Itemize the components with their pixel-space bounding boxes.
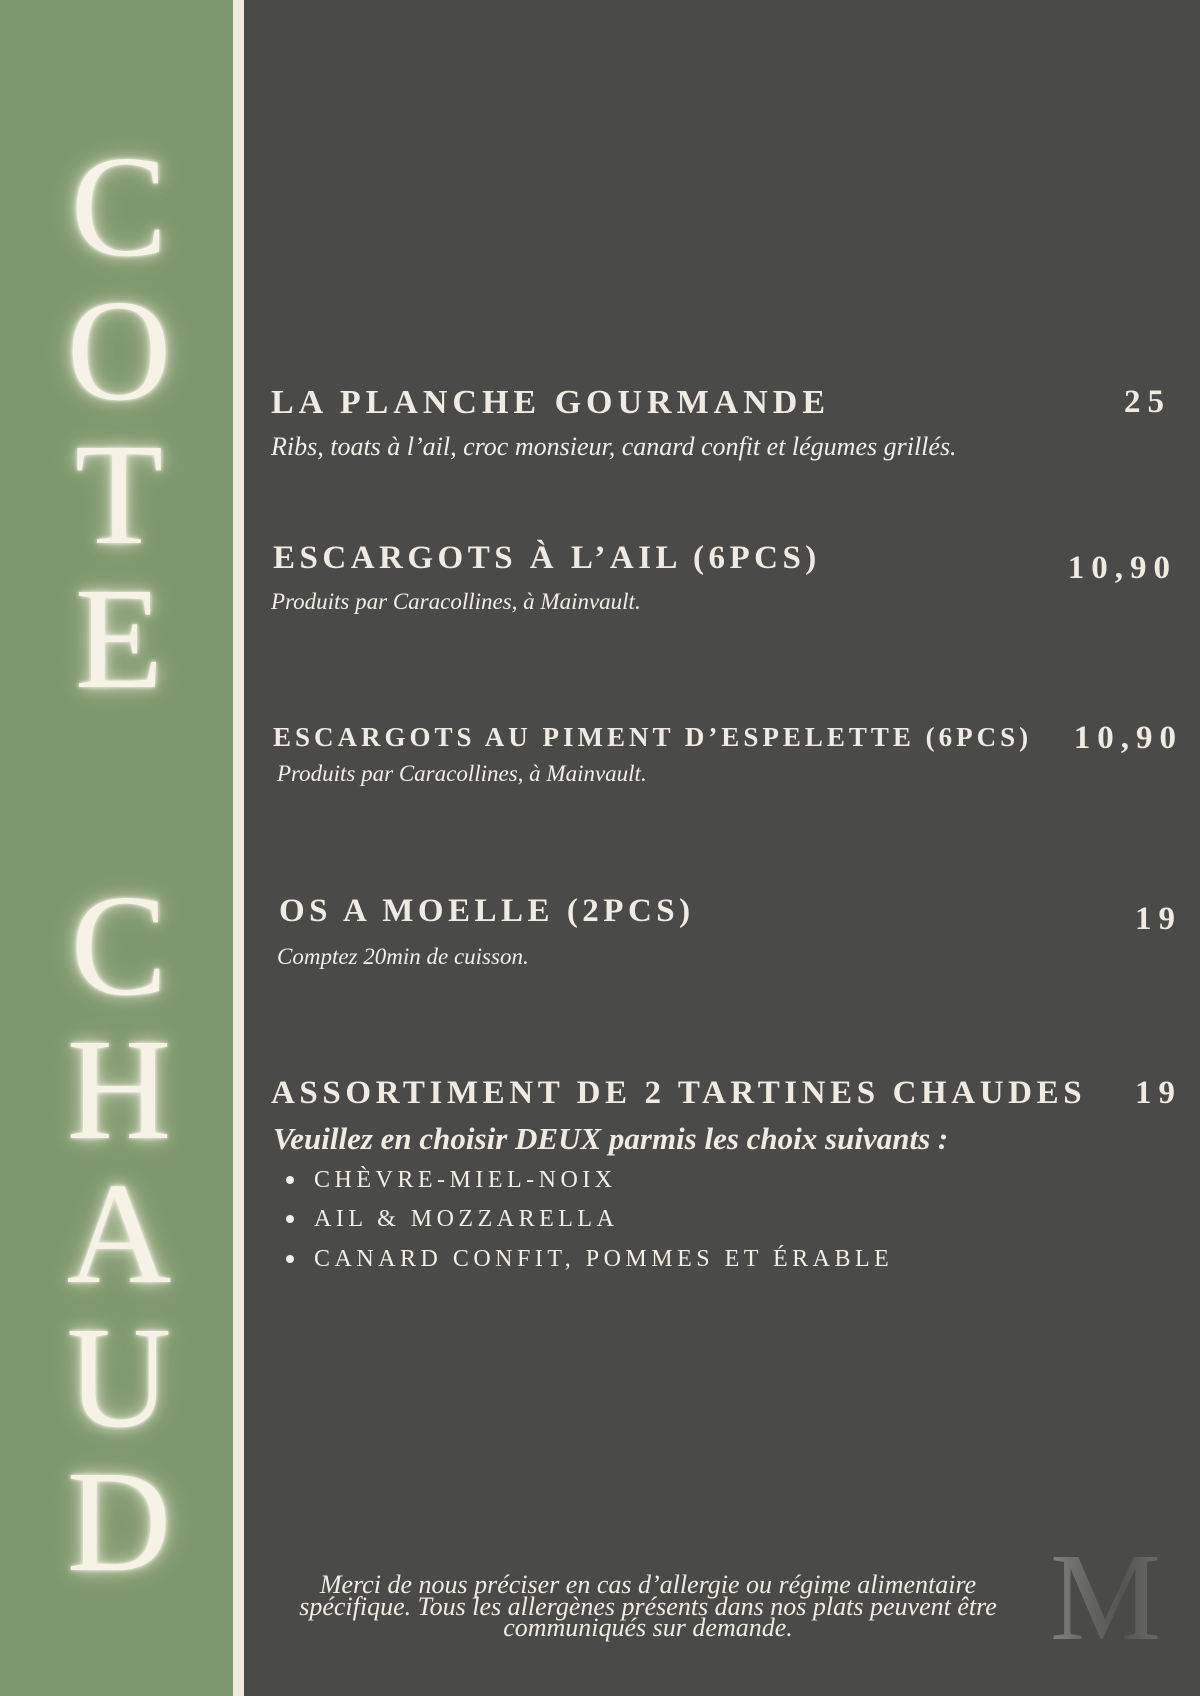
allergy-notice (248, 1570, 1048, 1642)
item-description: Ribs, toats à l’ail, croc monsieur, canard confit et légumes grillés. (271, 432, 957, 461)
item-description: Comptez 20min de cuisson. (277, 944, 529, 969)
sidebar-title-word-top: COTE (66, 127, 172, 719)
sidebar-panel (0, 0, 233, 1696)
item-price: 10,90 (1073, 720, 1183, 756)
item-price: 25 (1124, 384, 1171, 420)
allergy-notice-line: communiqués sur demande. (503, 1613, 793, 1642)
bullet-dot (286, 1176, 294, 1184)
option-item (282, 1168, 617, 1192)
option-label: AIL & MOZZARELLA (314, 1206, 619, 1232)
item-price: 19 (1135, 1075, 1182, 1111)
monogram-logo: M (1050, 1529, 1162, 1667)
item-name: ESCARGOTS À L’AIL (6PCS) (273, 540, 821, 576)
item-price: 19 (1135, 901, 1182, 937)
item-name: ESCARGOTS AU PIMENT D’ESPELETTE (6PCS) (273, 722, 1033, 752)
sidebar-title-word-bottom: CHAUD (66, 866, 172, 1602)
item-name: OS A MOELLE (2PCS) (279, 893, 695, 929)
item-description: Produits par Caracollines, à Mainvault. (271, 589, 641, 614)
item-name: LA PLANCHE GOURMANDE (271, 384, 831, 421)
item-description: Produits par Caracollines, à Mainvault. (277, 761, 647, 786)
option-item (282, 1207, 618, 1231)
item-instruction: Veuillez en choisir DEUX parmis les choix suivants : (273, 1121, 949, 1156)
divider-stripe (233, 0, 244, 1696)
option-label: CHÈVRE-MIEL-NOIX (314, 1167, 617, 1193)
allergy-notice-line: spécifique. Tous les allergènes présents dans nos plats peuvent être (299, 1591, 997, 1621)
item-name: ASSORTIMENT DE 2 TARTINES CHAUDES (271, 1075, 1087, 1111)
item-price: 10,90 (1067, 550, 1177, 586)
bullet-dot (286, 1215, 294, 1223)
option-item (282, 1247, 893, 1271)
bullet-dot (286, 1255, 294, 1263)
allergy-notice-line: Merci de nous préciser en cas d’allergie ou régime alimentaire (319, 1570, 977, 1599)
option-label: CANARD CONFIT, POMMES ET ÉRABLE (314, 1246, 894, 1272)
